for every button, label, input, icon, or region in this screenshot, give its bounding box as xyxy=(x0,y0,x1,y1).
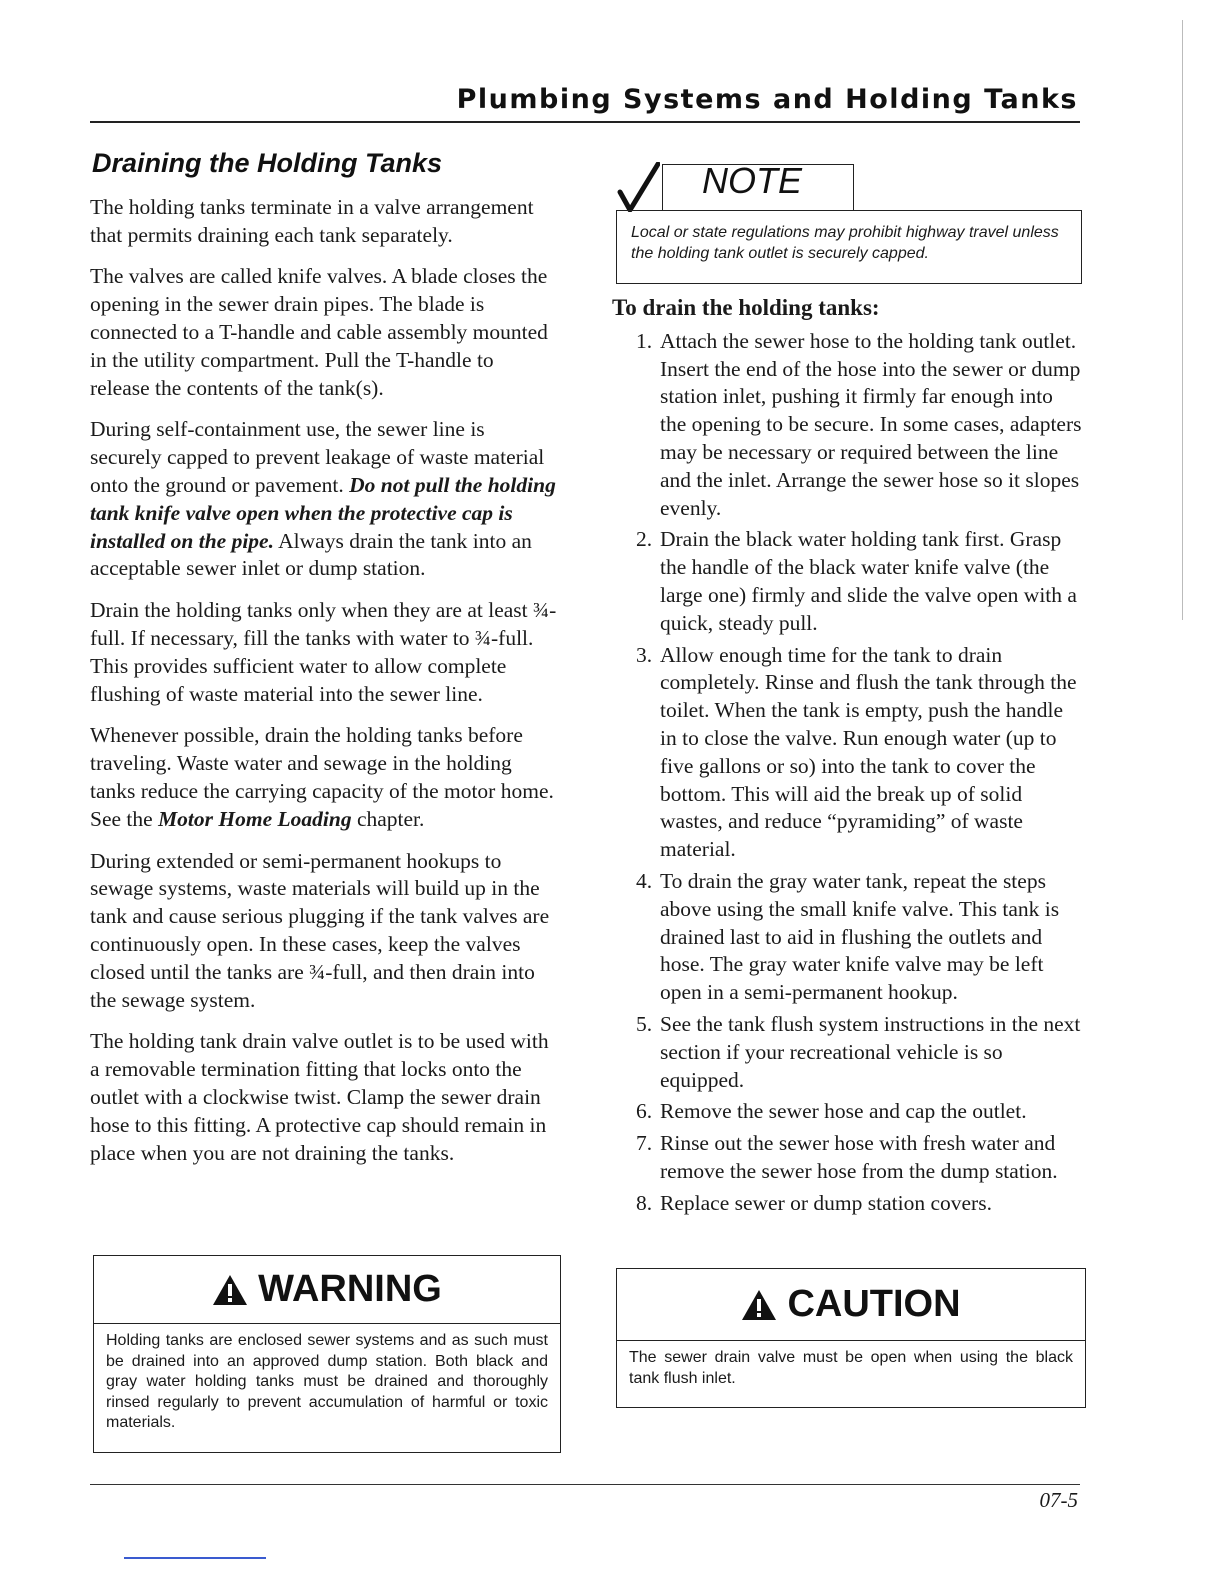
warning-triangle-icon xyxy=(212,1274,248,1306)
warning-title: WARNING xyxy=(258,1268,442,1310)
procedure-step xyxy=(612,526,1082,637)
text-segment: During self-containment use, the sewer line is securely capped to prevent leakage of waste material onto the ground or pavement. xyxy=(90,417,545,497)
note-label: NOTE xyxy=(702,160,803,201)
section-heading: Draining the Holding Tanks xyxy=(92,148,443,178)
chapter-reference: Motor Home Loading xyxy=(158,806,352,831)
footer-rule xyxy=(90,1484,1080,1485)
step-number: 2. xyxy=(636,527,653,552)
procedure-step xyxy=(612,868,1082,1007)
step-number: 4. xyxy=(636,868,653,893)
step-text: Drain the black water holding tank first. Grasp the handle of the black water knife valve (the large one) firmly and slide the valve open with a quick, steady pull. xyxy=(660,527,1077,635)
caution-box xyxy=(616,1268,1086,1408)
step-text: Rinse out the sewer hose with fresh water and remove the sewer hose from the dump station. xyxy=(660,1131,1058,1183)
emphasis-do-not-pull: Do not pull the holding tank knife valve open when the protective cap is installed on the pipe. xyxy=(90,472,556,553)
paragraph-extended-hookups: During extended or semi-permanent hookups to sewage systems, waste materials will build up in the tank and cause serious plugging if the tank valves are continuously open. In these cases, keep the valves closed until the tanks are ¾-full, and then drain into the sewage system. xyxy=(90,848,550,1012)
warning-header xyxy=(94,1256,560,1324)
scan-artifact-line xyxy=(124,1557,266,1559)
note-box xyxy=(616,210,1082,284)
text-segment: Whenever possible, drain the holding tanks before traveling. Waste water and sewage in the holding tanks reduce the carrying capacity of the motor home. See the xyxy=(90,723,554,831)
paragraph-three-quarter-full: Drain the holding tanks only when they are at least ¾-full. If necessary, fill the tanks with water to ¾-full. This provides sufficient water to allow complete flushing of waste material into the sewer line. xyxy=(90,598,557,706)
page-header-title: Plumbing Systems and Holding Tanks xyxy=(456,84,1078,115)
step-text: Attach the sewer hose to the holding tank outlet. Insert the end of the hose into the sewer or dump station inlet, pushing it firmly far enough into the opening to be secure. In some cases, adapters may be necessary or required between the line and the inlet. Arrange the sewer hose so it slopes evenly. xyxy=(660,328,1082,520)
note-text: Local or state regulations may prohibit highway travel unless the holding tank outlet is securely capped. xyxy=(631,224,1059,262)
paragraph-valve-arrangement: The holding tanks terminate in a valve arrangement that permits draining each tank separately. xyxy=(90,194,534,247)
step-number: 1. xyxy=(636,328,653,353)
step-text: See the tank flush system instructions in the next section if your recreational vehicle is so equipped. xyxy=(660,1011,1081,1092)
scan-edge-line xyxy=(1182,20,1183,620)
paragraph-knife-valves: The valves are called knife valves. A blade closes the opening in the sewer drain pipes. The blade is connected to a T-handle and cable assembly mounted in the utility compartment. Pull the T-handle to release the contents of the tank(s). xyxy=(90,264,548,400)
procedure-step xyxy=(612,642,1082,864)
paragraph-self-containment xyxy=(90,416,558,583)
step-number: 7. xyxy=(636,1131,653,1156)
caution-text: The sewer drain valve must be open when using the black tank flush inlet. xyxy=(629,1349,1073,1387)
caution-title: CAUTION xyxy=(787,1283,961,1325)
procedure-step xyxy=(612,328,1082,523)
step-text: Remove the sewer hose and cap the outlet. xyxy=(660,1099,1027,1124)
step-text: To drain the gray water tank, repeat the steps above using the small knife valve. This tank is drained last to aid in flushing the outlets and hose. The gray water knife valve may be left open in a semi-permanent hookup. xyxy=(660,868,1060,1005)
procedure-step xyxy=(612,1130,1082,1186)
step-number: 3. xyxy=(636,642,653,667)
step-number: 5. xyxy=(636,1011,653,1036)
caution-header xyxy=(617,1269,1085,1341)
caution-triangle-icon xyxy=(741,1289,777,1321)
header-rule xyxy=(90,121,1080,123)
procedure-step xyxy=(612,1011,1082,1094)
paragraph-termination-fitting: The holding tank drain valve outlet is to be used with a removable termination fitting that locks onto the outlet with a clockwise twist. Clamp the sewer drain hose to this fitting. A protective cap should remain in place when you are not draining the tanks. xyxy=(90,1029,549,1165)
procedure-steps xyxy=(612,328,1082,1218)
left-column xyxy=(90,150,558,1181)
step-number: 6. xyxy=(636,1099,653,1124)
step-text: Replace sewer or dump station covers. xyxy=(660,1190,992,1215)
page-number: 07-5 xyxy=(1039,1488,1078,1512)
step-number: 8. xyxy=(636,1190,653,1215)
procedure-step xyxy=(612,1190,1082,1218)
procedure-step xyxy=(612,1098,1082,1126)
procedure-heading: To drain the holding tanks: xyxy=(612,295,880,320)
warning-text: Holding tanks are enclosed sewer systems and as such must be drained into an approved dump station. Both black and gray water holding tanks must be drained and thoroughly rinsed regularly to prevent accumulation of harmful or toxic materials. xyxy=(106,1332,548,1431)
text-segment: Always drain the tank into an acceptable sewer inlet or dump station. xyxy=(90,528,532,581)
checkmark-icon xyxy=(616,162,660,212)
note-callout xyxy=(612,160,1082,288)
step-text: Allow enough time for the tank to drain completely. Rinse and flush the tank through the toilet. When the tank is empty, push the handle in to close the valve. Run enough water (up to five gallons or so) into the tank to cover the bottom. This will aid the break up of solid wastes, and reduce “pyramiding” of waste material. xyxy=(660,642,1077,862)
paragraph-drain-before-travel xyxy=(90,722,558,833)
warning-box xyxy=(93,1255,561,1453)
right-column xyxy=(612,160,1082,1222)
text-segment: chapter. xyxy=(351,806,425,831)
